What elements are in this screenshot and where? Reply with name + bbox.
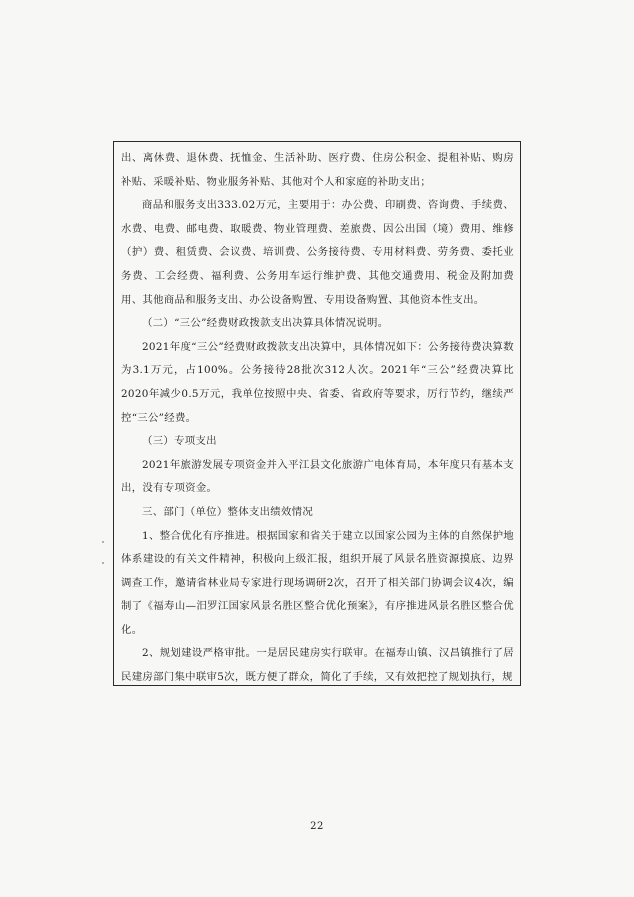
scan-speck (102, 562, 104, 564)
heading-three-public-funds: （二）“三公”经费财政拨款支出决算具体情况说明。 (142, 317, 389, 330)
page-number: 22 (310, 821, 324, 832)
paragraph-integration-optimization: 1、整合优化有序推进。根据国家和省关于建立以国家公园为主体的自然保护地体系建设的有关文件精神，积极向上级汇报，组织开展了风景名胜资源摸底、边界调查工作，邀请省林业局专家进行现场调研2次，召开了相关部门协调会议4次，编制了《福寿山—汨罗江国家风景名胜区整合优化预案》，有序推进风景名胜区整合优化。 (121, 529, 514, 636)
paragraph-goods-and-services: 商品和服务支出333.02万元，主要用于：办公费、印刷费、咨询费、手续费、水费、电费、邮电费、取暖费、物业管理费、差旅费、因公出国（境）费用、维修（护）费、租赁费、会议费、培训费、公务接待费、专用材料费、劳务费、委托业务费、工会经费、福利费、公务用车运行维护费、其他交通费用、税金及附加费用、其他商品和服务支出、办公设备购置、专用设备购置、其他资本性支出。 (121, 199, 514, 306)
heading-performance: 三、部门（单位）整体支出绩效情况 (142, 505, 314, 518)
scan-speck (102, 541, 104, 543)
heading-special-expenditure: （三）专项支出 (142, 435, 217, 448)
content-box (113, 141, 521, 686)
paragraph-three-public-funds: 2021年度“三公”经费财政拨款支出决算中，具体情况如下：公务接待费决算数为3.1万元，占100%。公务接待28批次312人次。2021年“三公”经费决算比2020年减少0.5万元，我单位按照中央、省委、省政府等要求，厉行节约，继续严控“三公”经费。 (121, 340, 514, 424)
paragraph-subsidy-continuation: 出、离休费、退休费、抚恤金、生活补助、医疗费、住房公积金、提租补贴、购房补贴、采暖补贴、物业服务补贴、其他对个人和家庭的补助支出； (121, 152, 514, 188)
paragraph-planning-approval: 2、规划建设严格审批。一是居民建房实行联审。在福寿山镇、汉昌镇推行了居民建房部门集中联审5次，既方便了群众，简化了手续，又有效把控了规划执行，规 (121, 647, 514, 684)
paragraph-special-expenditure: 2021年旅游发展专项资金并入平江县文化旅游广电体育局，本年度只有基本支出，没有专项资金。 (121, 458, 514, 495)
